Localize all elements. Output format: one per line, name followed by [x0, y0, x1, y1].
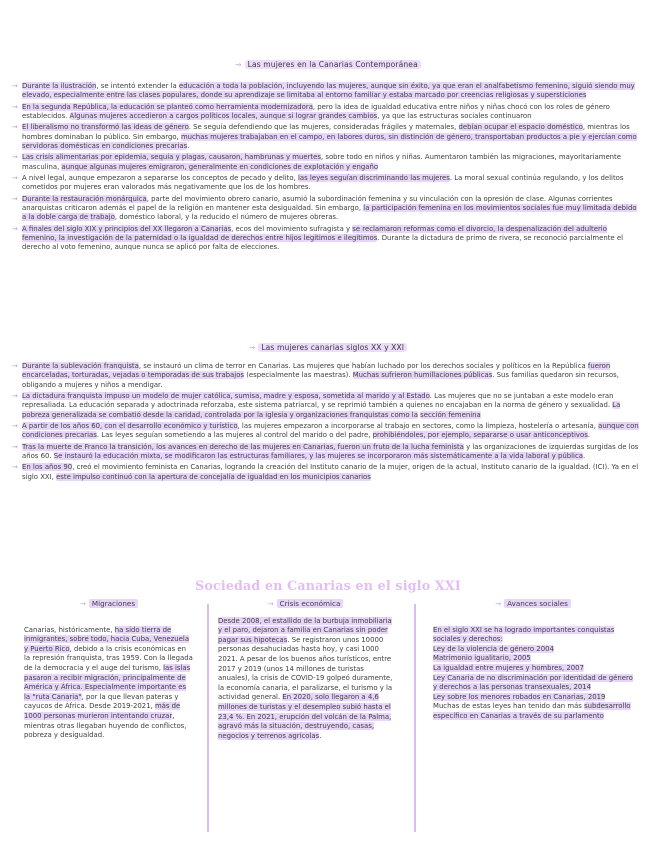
text-segment: , las mujeres empezaron a incorporarse al trabajo en sectores, como la limpieza, hostelería o artesanía, [237, 421, 599, 430]
arrow-icon: ⇝ [12, 421, 18, 430]
highlighted-text: Algunas mujeres accedieron a cargos políticos locales, aunque si lograr grandes cambios [69, 111, 378, 120]
text-segment: . Sus familias quedaron sin recursos, obligando a mujeres y niños a mendigar. [22, 371, 619, 389]
arrow-icon: ⇝ [12, 123, 18, 132]
bullet-item [12, 123, 642, 151]
highlighted-text: , ya que eran el analfabetismo femenino, siguió siendo muy elevado, especialmente entre las clases populares, donde su aprendizaje se limitaba al entorno familiar y estaba marcado por creencias religiosas y supersticiones [22, 82, 635, 100]
text-segment: Canarias, históricamente, [24, 625, 115, 634]
highlighted-text: La dictadura franquista impuso un modelo de mujer católica, sumisa, madre y esposa, sometida al marido y al Estado [22, 391, 430, 400]
highlighted-text: Desde 2008, el estallido de la burbuja inmobiliaria y el paro, dejaron a familia en Canarias sin poder pagar sus hipotecas [218, 616, 392, 644]
text-segment: , parte del movimiento obrero canario, asumió la subordinación femenina y su vinculación con la opresión de clase. Algunas corrientes anarquistas criticaron además el papel de la religión en mantener esta desigualdad. Sin embargo, [22, 194, 613, 213]
text-segment: . Las leyes seguían sometiendo a las mujeres al control del marido o del padre, [96, 431, 373, 440]
bullet-item [12, 195, 642, 223]
highlighted-text: más de 1000 personas murieron intentando cruzar [24, 702, 181, 720]
section-title-canarias-contemporanea: ⇝ Las mujeres en la Canarias Contemporánea [0, 60, 656, 70]
arrow-icon: ⇝ [12, 153, 18, 162]
crisis-text [218, 617, 393, 742]
highlighted-text: A partir de los años 60, con el desarrollo económico y turístico [22, 421, 238, 430]
bullet-item [12, 362, 642, 390]
highlighted-text: sección femenina [420, 410, 481, 419]
text-segment: , por la que llevan pateras y cayucos de África. Desde 2019-2021, [24, 692, 179, 711]
bullet-item [12, 392, 642, 420]
highlighted-text: Durante la restauración monárquica [22, 194, 147, 203]
text-segment: , pero la idea de igualdad educativa entre niños y niñas chocó con los roles de género establecidos. [22, 102, 610, 120]
highlighted-text: Durante la ilustración [22, 82, 97, 90]
highlighted-text: ha sido tierra de inmigrantes, sobre todo, hacia Cuba, Venezuela y Puerto Rico [24, 625, 190, 653]
column-divider [207, 604, 209, 832]
highlighted-text: este impulso continuó con la apertura de concejalía de igualdad en los municipios canarios [56, 472, 371, 481]
arrow-icon: ⇝ [12, 82, 18, 90]
bullet-item [12, 225, 642, 253]
bullet-item [12, 153, 642, 172]
arrow-icon: ⇝ [12, 362, 18, 370]
law-item [433, 664, 633, 674]
text-segment: . [587, 431, 590, 440]
section-title-sociedad-siglo-xxi: Sociedad en Canarias en el siglo XXI [195, 578, 461, 593]
section-title-siglos-xx-xxi: ⇝ Las mujeres canarias siglos XX y XXI [0, 343, 656, 353]
highlighted-text: aunque con condiciones precarias [22, 421, 639, 440]
text-segment: , mientras otras llegaban huyendo de conflictos, pobreza y desigualdad. [24, 711, 187, 740]
arrow-icon: ⇝ [248, 343, 256, 352]
bullet-item [12, 103, 642, 122]
text-segment: A nivel legal, aunque empezaron a separarse los conceptos de pecado y delito, [22, 174, 298, 183]
text-segment: . Se seguía defendiendo que las mujeres, consideradas frágiles y maternales, [188, 123, 459, 132]
highlighted-text: debían ocupar el espacio doméstico [458, 123, 583, 132]
bullet-list-contemporanea [12, 82, 642, 255]
highlighted-text: muchas mujeres trabajaban en el campo, en labores duros, sin distinción de género, transportaban productos a pie y ejercían como servidoras domésticas en condiciones precarias [22, 132, 637, 150]
law-text: Matrimonio igualitario, 2005 [433, 654, 531, 663]
highlighted-text: se reclamaron reformas como el divorcio, la despenalización del adulterio femenino, la investigación de la paternidad o la igualdad de derechos entre hijos legítimos e ilegítimos [22, 224, 607, 243]
text-segment: , mientras los hombres dominaban lo público. Sin embargo, [22, 123, 630, 141]
arrow-icon: ⇝ [495, 599, 502, 608]
text-segment: y las organizaciones de izquierdas surgidas de los años 60. [22, 442, 639, 460]
law-text: Ley sobre los menores robados en Canarias, 2019 [433, 692, 606, 701]
arrow-icon: ⇝ [12, 224, 18, 233]
migraciones-text [24, 626, 194, 741]
bullet-item [12, 174, 642, 193]
text-segment: . [187, 141, 190, 150]
highlighted-text: fueron encarceladas, torturadas, vejadas o temporadas de sus trabajos [22, 362, 611, 380]
text-segment: , creó el movimiento feminista en Canarias, logrando la creación del Instituto canario de la mujer, origen de la actual, Instituto canario de la igualdad. (ICI). Ya en el siglo XXI, [22, 463, 639, 481]
highlighted-text: En la segunda República, la educación se planteó como herramienta modernizadora [22, 102, 313, 111]
avances-intro: En el siglo XXI se ha logrado importantes conquistas sociales y derechos: [433, 625, 615, 644]
text-segment: , doméstico laboral, y la reducido el número de mujeres obreras. [114, 213, 339, 222]
highlighted-text: Se instauró la educación mixta, se modificaron las estructuras familiares, y las mujeres se incorporaron más sistemáticamente a la vida laboral y pública [53, 451, 583, 460]
highlighted-text: En 2020, solo llegaron a 4,6 millones de turistas y el desempleo subió hasta el 23,4 %. En 2021, erupción del volcán de la Palma, agravó más la situación, destruyendo, casas, negocios y terrenos agrícolas [218, 693, 392, 740]
avances-outro [433, 702, 633, 721]
column-heading: ⇝ Crisis económica [218, 599, 393, 609]
column-heading: ⇝ Migraciones [24, 599, 194, 609]
arrow-icon: ⇝ [12, 102, 18, 111]
highlighted-text: La pobreza generalizada se combatió desde la caridad, controlada por la iglesia y organizaciones franquistas como la [22, 401, 621, 419]
highlighted-text: El liberalismo no transformó las ideas de género [22, 123, 189, 132]
text-segment: . Se registraron unos 10000 personas desahuciadas hasta hoy, y casi 1000 2021. A pesar de los buenos años turísticos, entre 2017 y 2019 (unos 14 millones de turistas anuales), la crisis de COVID-19 golpeó duramente, la economía canaria, el paralizarse, el turismo y la actividad general. [218, 635, 393, 702]
text-segment: , se intentó extender la [96, 82, 179, 90]
arrow-icon: ⇝ [12, 463, 18, 472]
law-item [433, 654, 633, 664]
arrow-icon: ⇝ [12, 442, 18, 451]
arrow-icon: ⇝ [267, 599, 274, 608]
text-segment: Muchas de estas leyes han tenido dan más [433, 702, 585, 711]
highlighted-text: Las crisis alimentarias por epidemia, sequía y plagas, causaron, hambrunas y muertes [22, 153, 321, 162]
text-segment: , ya que las estructuras sociales continuaron [377, 111, 532, 120]
highlighted-text: prohibiéndoles, por ejemplo, separarse o usar anticonceptivos [372, 431, 588, 440]
column-crisis-economica [218, 599, 393, 741]
highlighted-text: las islas pasaron a recibir migración, principalmente de América y África. Especialmente importante es la "ruta Canaria" [24, 663, 191, 701]
highlighted-text: aunque algunas mujeres emigraron, generalmente en condiciones de explotación y engaño [61, 162, 379, 171]
text-segment: . Las mujeres que no se juntaban a este modelo eran represaliada. La educación separada y adoctrinada reforzaba, este sistema patriarcal, y se reprimió también a quienes no encajaban en la norma de género y sexualidad. [22, 391, 614, 410]
highlighted-text: A finales del siglo XIX y principios del XX llegaron a Canarias [22, 224, 232, 233]
highlighted-text: las leyes seguían discriminando las mujeres [298, 174, 450, 183]
bullet-item [12, 422, 642, 441]
law-text: La igualdad entre mujeres y hombres, 2007 [433, 663, 584, 672]
bullet-item [12, 82, 642, 101]
law-text: Ley de la violencia de género 2004 [433, 644, 554, 653]
highlighted-text: la participación femenina en los movimientos sociales fue muy limitada debido a la doble carga de trabajo [22, 204, 637, 222]
law-item [433, 693, 633, 703]
text-segment: , sobre todo en niños y niñas. Aumentaron también las migraciones, mayoritariamente masculina, [22, 153, 621, 171]
highlighted-text: Durante la sublevación franquista [22, 362, 139, 370]
text-segment: , debido a la crisis económicas en la represión franquista, tras 1959. Con la llegada de la democracia y el auge del turismo, [24, 644, 193, 672]
bullet-item [12, 443, 642, 462]
text-segment: . [582, 451, 586, 460]
highlighted-text: Tras la muerte de Franco la transición, los avances en derecho de las mujeres en Canarias, fueron un fruto de la lucha feminista [22, 442, 464, 451]
bullet-item [12, 463, 642, 482]
text-segment: , ecos del movimiento sufragista y [231, 224, 353, 233]
text-segment: (especialmente las maestras). [244, 371, 353, 380]
column-heading: ⇝ Avances sociales [433, 599, 633, 609]
column-migraciones [24, 599, 194, 741]
highlighted-text: subdesarrollo específico en Canarias a través de su parlamento [433, 702, 631, 720]
bullet-list-siglos-xx-xxi [12, 362, 642, 484]
text-segment: , se instauró un clima de terror en Canarias. Las mujeres que habían luchado por los derechos sociales y políticos en la República [138, 362, 588, 370]
text-segment: . Durante la dictadura de primo de rivera, se reconoció parcialmente el derecho al voto femenino, aunque nunca se aplicó por falta de elecciones. [22, 234, 624, 252]
text-segment: . La moral sexual continúa regulando, y los delitos cometidos por mujeres eran valorados más negativamente que los de los hombres. [22, 174, 624, 192]
arrow-icon: ⇝ [79, 599, 86, 608]
highlighted-text: En los años 90 [22, 463, 73, 472]
law-text: Ley Canaria de no discriminación por identidad de género y derechos a las personas transexuales, 2014 [433, 673, 633, 692]
arrow-icon: ⇝ [12, 194, 18, 203]
highlighted-text: educación a toda la población, incluyendo las mujeres, aunque sin éxito [178, 82, 428, 90]
column-divider [414, 604, 416, 832]
law-item [433, 645, 633, 655]
column-avances-sociales [433, 599, 633, 722]
highlighted-text: Muchas sufrieron humillaciones públicas [352, 371, 493, 380]
avances-laws [433, 645, 633, 703]
law-item [433, 674, 633, 693]
arrow-icon: ⇝ [12, 391, 18, 400]
arrow-icon: ⇝ [235, 60, 242, 69]
arrow-icon: ⇝ [12, 174, 18, 183]
text-segment: . [319, 731, 322, 740]
